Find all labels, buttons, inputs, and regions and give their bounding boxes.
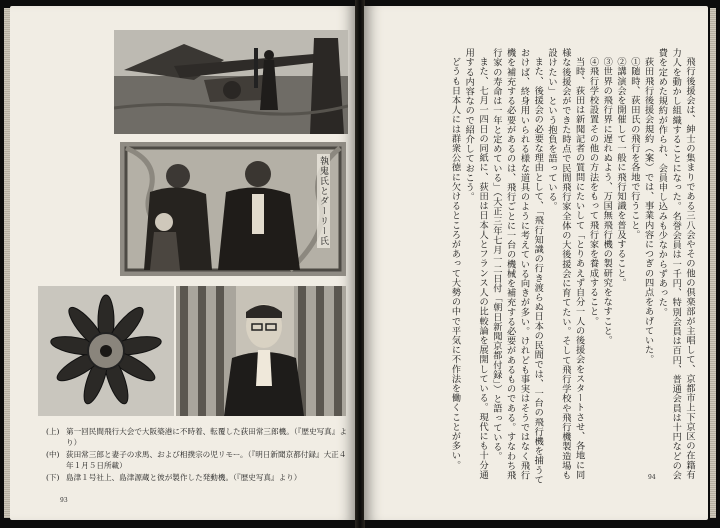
photo-family-portrait	[120, 142, 346, 276]
caption-bottom-text: 島津１号社上、島津源蔵と彼が製作した発動機。（『歴史写真』より）	[66, 473, 302, 482]
caption-middle-text: 荻田常三郎と妻子の求馬、および相撲宗の児リモー。（『明日新聞京都付録』大正４年１月５日所載）	[66, 450, 347, 470]
paragraph-6: ④飛行学校設置その他の方法をもって飛行家を養成すること。	[587, 57, 599, 326]
caption-middle-label: (中)	[46, 450, 60, 459]
caption-bottom	[46, 472, 352, 483]
left-page-number: 93	[60, 497, 68, 504]
caption-middle	[46, 449, 352, 471]
photo-radial-engine	[38, 286, 174, 416]
paragraph-1: 飛行後援会は、紳士の集まりである三八会やその他の倶楽部が主唱して、京都市上下京区の在籍有力人を動かし組織することになった。名誉会員は一千円、特別会員は百円、普通会員は十円などの会費を定めた規約が作られ、会員申し込みも少なからずあった。	[656, 48, 695, 480]
photo-inscription: 執鬼氏とダーリー氏	[318, 156, 328, 246]
photo-captions	[46, 426, 352, 484]
caption-bottom-label: (下)	[46, 473, 60, 482]
photo-overturned-plane	[114, 30, 348, 134]
caption-top	[46, 426, 352, 448]
paragraph-7: 当時、荻田は新聞記者の質問にたいして「とりあえず自分一人の後援会をスタートさせ、各地に同様な後援会ができた時点で民間飛行家全体の大後援会に育てたい。そして飛行学校や飛行機製造場も設けたい」という抱負を語っている。	[546, 48, 585, 480]
right-page-edges	[710, 8, 716, 518]
caption-top-label: (上)	[46, 427, 60, 436]
caption-top-text: 第一回民間飛行大会で大阪築港に不時着、転覆した荻田常三郎機。（『歴史写真』より）	[66, 427, 347, 447]
paragraph-5: ③世界の飛行界に遅れぬよう、万国無飛行機の製研究をなすこと。	[601, 57, 613, 346]
paragraph-4: ②講演会を開催して一般に飛行知識を普及すること。	[615, 57, 627, 288]
paragraph-8: また、後援会の必要な理由として、「飛行知識の行き渡らぬ日本の民間では、一台の飛行機を捕うておけば、終身用いられる様な道具のように考えている向きが多い。けれども事実はそうではなく飛行機を補充する必要があるのは、飛行ごとに一台の機械を補充する必要があるものである。すなわち飛行家の寿命は一年と定めている」（大正三年七月一二日付「朝日新聞京都付録」）と語っている。	[490, 48, 544, 485]
right-page-body-text	[378, 48, 696, 488]
paragraph-9: また、七月一四日の同紙に、荻田は日本人とフランス人の比較論を展開している。現代にも十分通用する内容なので紹介しておこう。	[463, 48, 489, 480]
paragraph-3: ①随時、荻田氏の飛行を各地で行うこと。	[628, 57, 640, 240]
paragraph-2: 荻田飛行後援会規約（案）では、事業内容につぎの四点をあげていた。	[642, 57, 654, 365]
paragraph-10: どうも日本人には群衆公徳に欠けるところがあって大勢の中で平気に不作法を働くことが多い。	[449, 57, 461, 470]
photo-man-portrait	[176, 286, 346, 416]
right-page-number: 94	[648, 474, 656, 481]
